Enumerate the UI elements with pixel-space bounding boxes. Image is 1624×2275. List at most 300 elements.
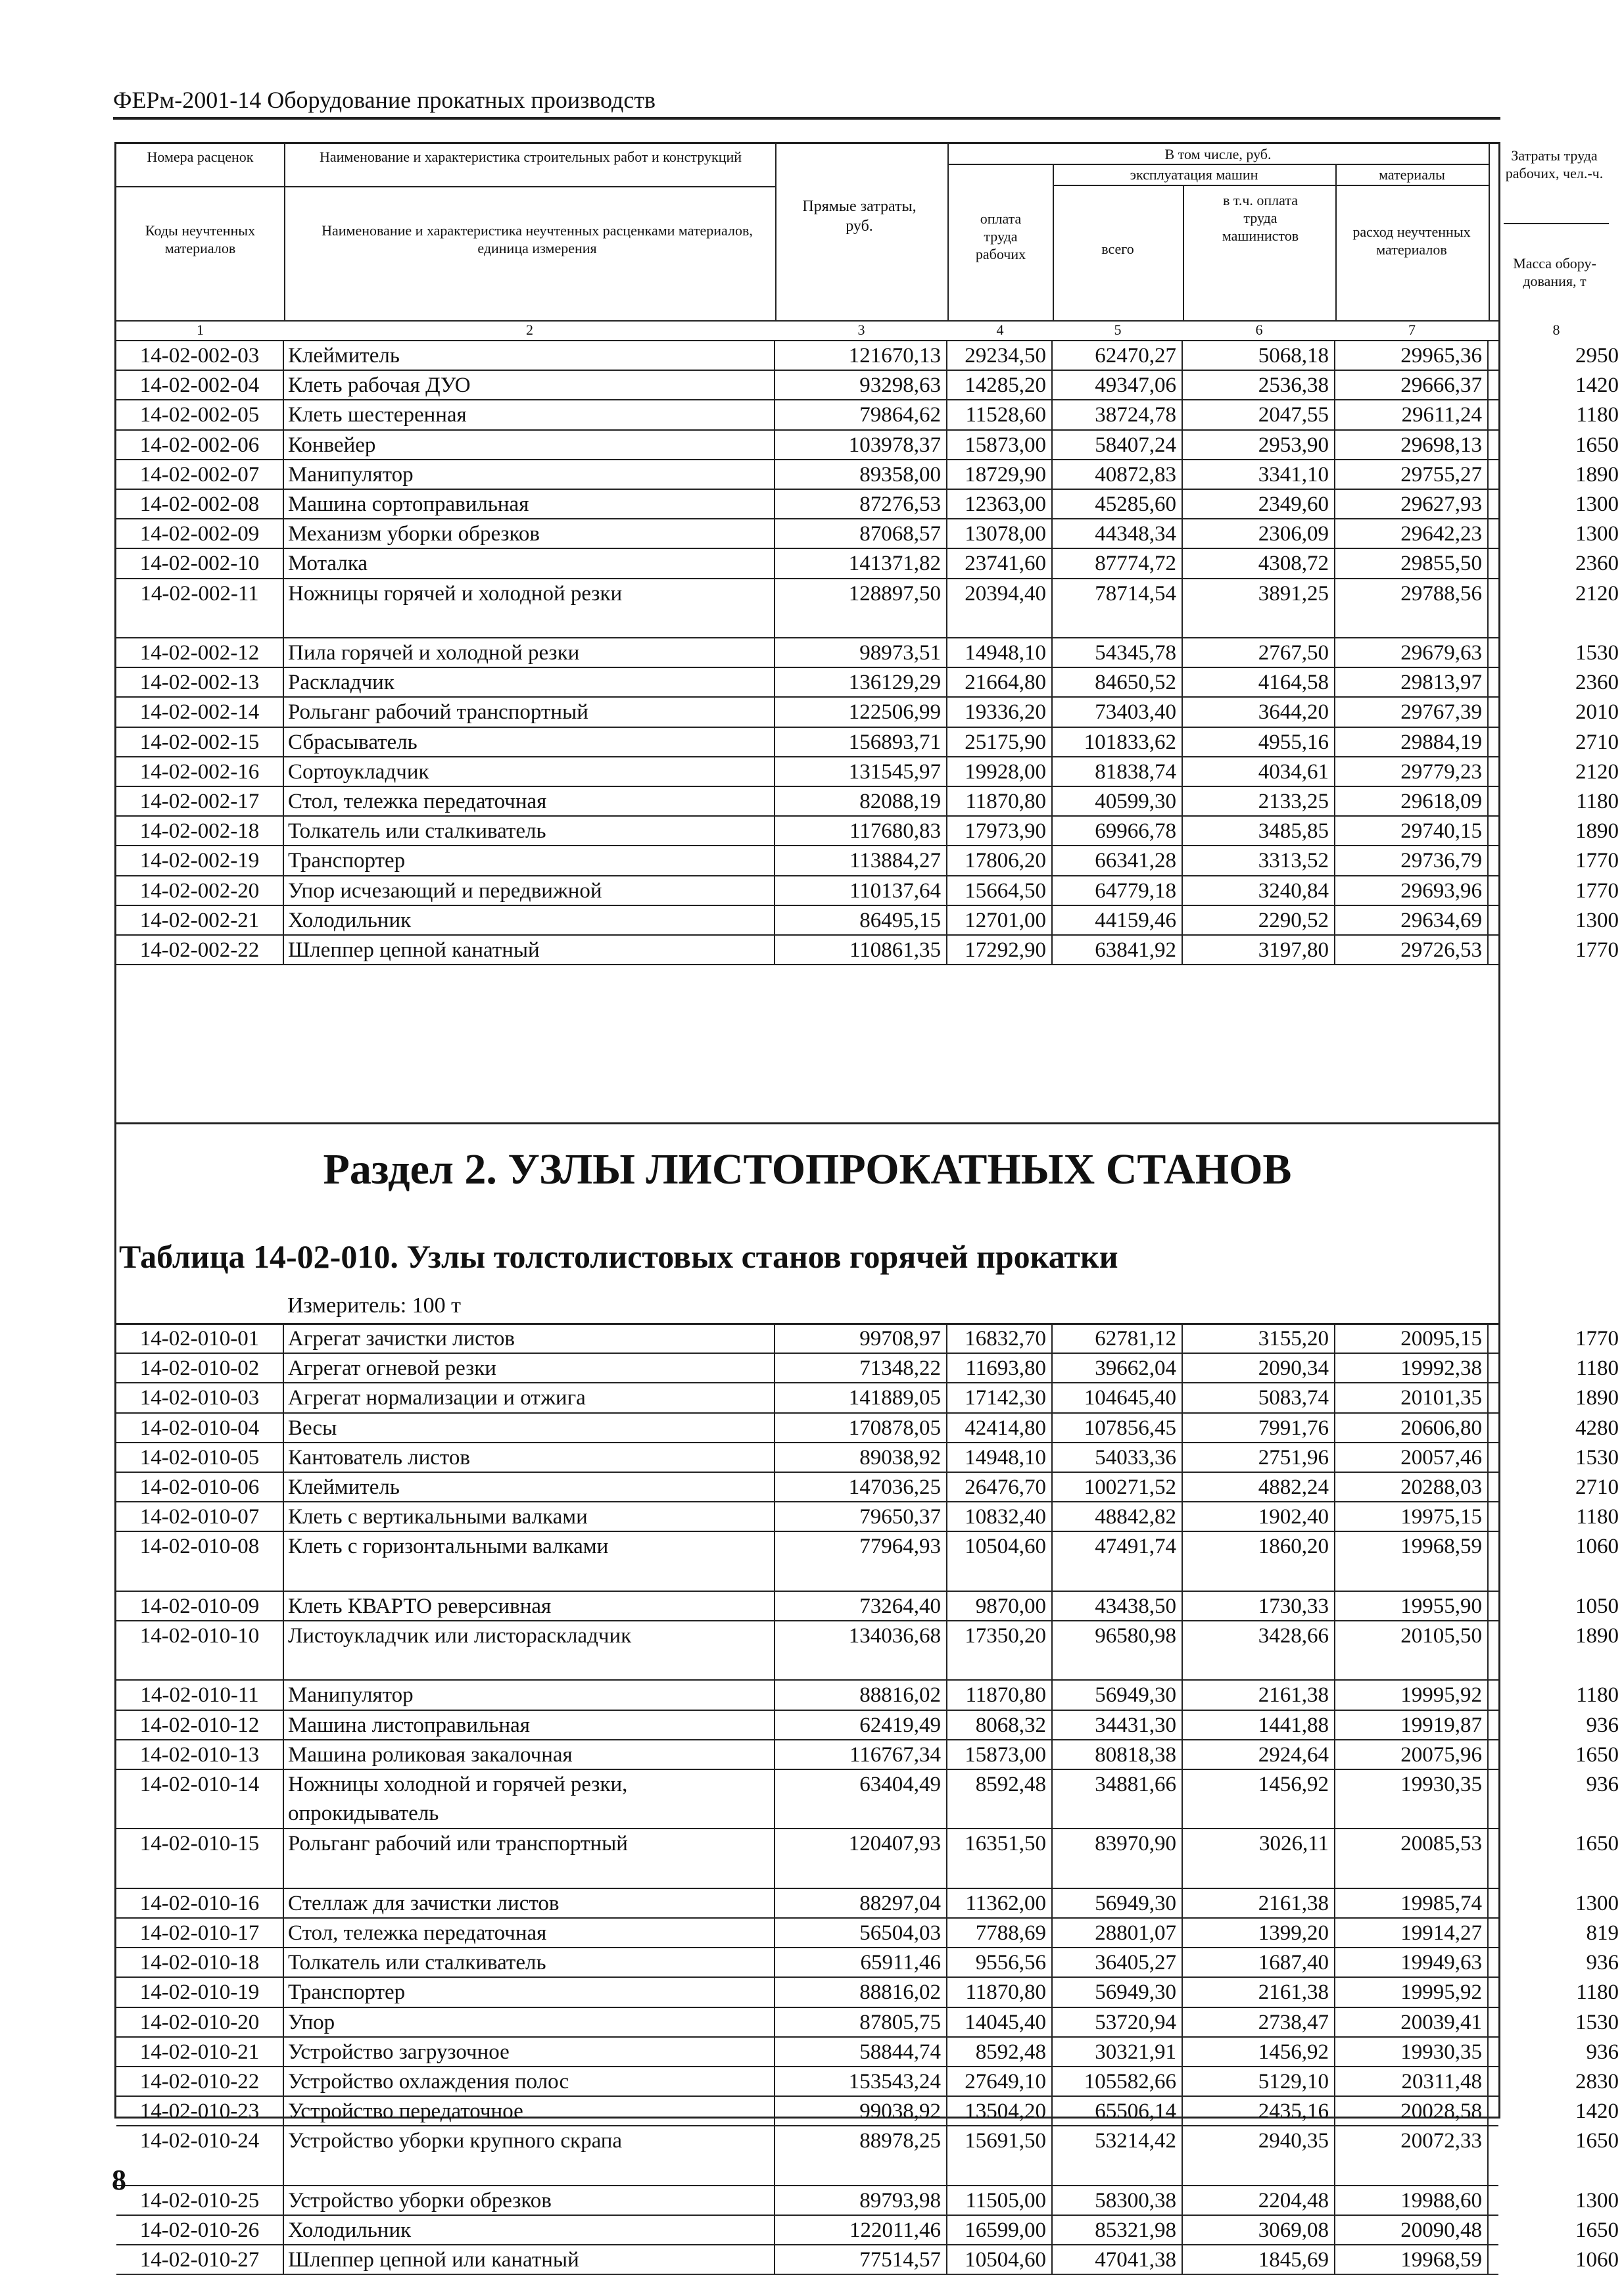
- row-machines-operators: 2435,16: [1183, 2097, 1335, 2125]
- row-name: Клеть рабочая ДУО: [284, 371, 775, 399]
- row-direct-costs: 141371,82: [775, 549, 947, 577]
- row-materials: 29698,13: [1335, 431, 1489, 459]
- row-labor-hours: 1650: [1575, 1742, 1619, 1767]
- row-code: 14-02-002-20: [116, 876, 284, 905]
- row-direct-costs: 131545,97: [775, 757, 947, 786]
- row-name: Манипулятор: [284, 460, 775, 489]
- row-direct-costs: 113884,27: [775, 846, 947, 874]
- row-labor-hours: 1300: [1575, 2188, 1619, 2213]
- row-labor-hours: 1180: [1576, 1980, 1619, 2005]
- table-row: [116, 460, 1619, 490]
- row-name: Агрегат огневой резки: [284, 1354, 775, 1382]
- row-materials: 20311,48: [1335, 2067, 1489, 2095]
- row-machines-total: 49347,06: [1053, 371, 1183, 399]
- table-row: [116, 638, 1619, 668]
- col-num-6: 6: [1255, 322, 1263, 338]
- row-code: 14-02-002-22: [116, 936, 284, 964]
- table-row: [116, 2038, 1619, 2067]
- row-labor-pay: 27649,10: [947, 2067, 1053, 2095]
- row-labor-hours: 1890: [1575, 1386, 1619, 1410]
- row-direct-costs: 65911,46: [775, 1948, 947, 1976]
- table-row: [116, 1919, 1619, 1948]
- row-machines-operators: 2290,52: [1183, 906, 1335, 934]
- row-machines-operators: 2751,96: [1183, 1443, 1335, 1472]
- table-row: [116, 757, 1619, 787]
- row-direct-costs: 147036,25: [775, 1473, 947, 1501]
- row-code: 14-02-002-19: [116, 846, 284, 874]
- col-num-2: 2: [526, 322, 533, 338]
- row-code: 14-02-010-10: [116, 1621, 284, 1679]
- row-code: 14-02-010-24: [116, 2126, 284, 2184]
- row-direct-costs: 136129,29: [775, 668, 947, 696]
- row-materials: 29965,36: [1335, 341, 1489, 370]
- row-name: Клеть КВАРТО реверсивная: [284, 1592, 775, 1620]
- row-machines-total: 40599,30: [1053, 787, 1183, 815]
- row-materials: 29767,39: [1335, 698, 1489, 726]
- row-materials: 29611,24: [1335, 400, 1489, 429]
- row-code: 14-02-010-26: [116, 2216, 284, 2244]
- row-code: 14-02-010-23: [116, 2097, 284, 2125]
- row-code: 14-02-010-25: [116, 2186, 284, 2215]
- table-row: [116, 906, 1619, 936]
- row-code: 14-02-010-27: [116, 2245, 284, 2274]
- row-labor-pay: 17973,90: [947, 817, 1053, 845]
- row-labor-pay: 16599,00: [947, 2216, 1053, 2244]
- table-frame: [114, 142, 1619, 2272]
- row-name: Механизм уборки обрезков: [284, 519, 775, 548]
- table-row: [116, 431, 1619, 460]
- row-machines-operators: 1845,69: [1183, 2245, 1335, 2274]
- table-row: [116, 1948, 1619, 1978]
- row-name: Клеймитель: [284, 341, 775, 370]
- row-machines-total: 44348,34: [1053, 519, 1183, 548]
- row-direct-costs: 58844,74: [775, 2038, 947, 2066]
- row-direct-costs: 88297,04: [775, 1889, 947, 1917]
- row-direct-costs: 93298,63: [775, 371, 947, 399]
- row-materials: 29755,27: [1335, 460, 1489, 489]
- row-labor-hours: 1890: [1575, 1624, 1619, 1648]
- row-direct-costs: 170878,05: [775, 1414, 947, 1442]
- row-machines-total: 53214,42: [1053, 2126, 1183, 2184]
- row-direct-costs: 134036,68: [775, 1621, 947, 1679]
- row-name: Толкатель или сталкиватель: [284, 817, 775, 845]
- row-machines-total: 73403,40: [1053, 698, 1183, 726]
- row-direct-costs: 71348,22: [775, 1354, 947, 1382]
- row-labor-pay: 7788,69: [947, 1919, 1053, 1947]
- table-row: [116, 1354, 1619, 1383]
- row-name: Клеймитель: [284, 1473, 775, 1501]
- row-name: Пила горячей и холодной резки: [284, 638, 775, 667]
- table-row: [116, 1621, 1619, 1681]
- row-name: Весы: [284, 1414, 775, 1442]
- row-materials: 19914,27: [1335, 1919, 1489, 1947]
- row-machines-operators: 3485,85: [1183, 817, 1335, 845]
- row-machines-operators: 3155,20: [1183, 1324, 1335, 1353]
- row-materials: 20075,96: [1335, 1740, 1489, 1769]
- row-direct-costs: 87068,57: [775, 519, 947, 548]
- row-direct-costs: 110861,35: [775, 936, 947, 964]
- row-materials: 19992,38: [1335, 1354, 1489, 1382]
- row-materials: 20028,58: [1335, 2097, 1489, 2125]
- row-direct-costs: 153543,24: [775, 2067, 947, 2095]
- row-labor-pay: 11528,60: [947, 400, 1053, 429]
- row-machines-total: 105582,66: [1053, 2067, 1183, 2095]
- row-materials: 19968,59: [1335, 1532, 1489, 1590]
- col-num-5: 5: [1114, 322, 1122, 338]
- table-row: [116, 549, 1619, 579]
- row-materials: 19919,87: [1335, 1711, 1489, 1739]
- row-name: Кантователь листов: [284, 1443, 775, 1472]
- row-labor-hours: 1530: [1575, 641, 1619, 665]
- table-row: [116, 1889, 1619, 1919]
- row-name: Конвейер: [284, 431, 775, 459]
- row-labor-pay: 25175,90: [947, 728, 1053, 756]
- row-materials: 20288,03: [1335, 1473, 1489, 1501]
- row-direct-costs: 110137,64: [775, 876, 947, 905]
- row-direct-costs: 63404,49: [775, 1770, 947, 1828]
- page-header: [113, 83, 1500, 120]
- row-name: Транспортер: [284, 846, 775, 874]
- row-machines-total: 56949,30: [1053, 1681, 1183, 1709]
- row-machines-operators: 2953,90: [1183, 431, 1335, 459]
- table-row: [116, 1502, 1619, 1532]
- table-row: [116, 341, 1619, 371]
- table-row: [116, 817, 1619, 846]
- row-machines-operators: 3069,08: [1183, 2216, 1335, 2244]
- row-name: Устройство передаточное: [284, 2097, 775, 2125]
- row-labor-pay: 14045,40: [947, 2008, 1053, 2036]
- row-labor-pay: 20394,40: [947, 579, 1053, 637]
- table-row: [116, 371, 1619, 400]
- row-machines-total: 80818,38: [1053, 1740, 1183, 1769]
- table-row: [116, 1383, 1619, 1413]
- row-materials: 20072,33: [1335, 2126, 1489, 2184]
- row-labor-pay: 9870,00: [947, 1592, 1053, 1620]
- row-machines-operators: 2161,38: [1183, 1978, 1335, 2006]
- row-labor-pay: 17350,20: [947, 1621, 1053, 1679]
- row-materials: 19930,35: [1335, 2038, 1489, 2066]
- row-machines-operators: 1399,20: [1183, 1919, 1335, 1947]
- row-code: 14-02-010-17: [116, 1919, 284, 1947]
- row-code: 14-02-002-06: [116, 431, 284, 459]
- row-labor-hours: 1770: [1575, 849, 1619, 873]
- col-codes-top: Номера расценок: [147, 149, 254, 165]
- row-name: Клеть шестеренная: [284, 400, 775, 429]
- row-machines-operators: 3313,52: [1183, 846, 1335, 874]
- row-code: 14-02-002-21: [116, 906, 284, 934]
- row-machines-total: 56949,30: [1053, 1978, 1183, 2006]
- table-row: [116, 1770, 1619, 1829]
- row-machines-operators: 2133,25: [1183, 787, 1335, 815]
- row-name: Стол, тележка передаточная: [284, 787, 775, 815]
- row-machines-operators: 2924,64: [1183, 1740, 1335, 1769]
- row-labor-pay: 11505,00: [947, 2186, 1053, 2215]
- row-code: 14-02-010-13: [116, 1740, 284, 1769]
- table-row: [116, 1443, 1619, 1473]
- row-machines-operators: 1456,92: [1183, 2038, 1335, 2066]
- row-name: Клеть с вертикальными валками: [284, 1502, 775, 1531]
- row-labor-pay: 9556,56: [947, 1948, 1053, 1976]
- row-name: Холодильник: [284, 906, 775, 934]
- col-machines-total: всего: [1101, 241, 1134, 257]
- row-machines-operators: 3240,84: [1183, 876, 1335, 905]
- row-labor-pay: 11870,80: [947, 787, 1053, 815]
- row-materials: 20039,41: [1335, 2008, 1489, 2036]
- row-labor-hours: 1180: [1576, 1683, 1619, 1708]
- row-code: 14-02-002-04: [116, 371, 284, 399]
- row-labor-pay: 16351,50: [947, 1829, 1053, 1887]
- row-machines-total: 66341,28: [1053, 846, 1183, 874]
- row-name: Листоукладчик или листораскладчик: [284, 1621, 775, 1679]
- row-materials: 20057,46: [1335, 1443, 1489, 1472]
- row-name: Устройство охлаждения полос: [284, 2067, 775, 2095]
- row-code: 14-02-002-12: [116, 638, 284, 667]
- row-labor-hours: 936: [1586, 1773, 1619, 1796]
- table-row: [116, 728, 1619, 757]
- row-direct-costs: 89358,00: [775, 460, 947, 489]
- row-name: Транспортер: [284, 1978, 775, 2006]
- row-materials: 20085,53: [1335, 1829, 1489, 1887]
- row-machines-operators: 1730,33: [1183, 1592, 1335, 1620]
- col-machines: эксплуатация машин: [1130, 166, 1258, 183]
- row-direct-costs: 89038,92: [775, 1443, 947, 1472]
- row-labor-hours: 2710: [1575, 730, 1619, 754]
- row-labor-pay: 8068,32: [947, 1711, 1053, 1739]
- row-name: Стол, тележка передаточная: [284, 1919, 775, 1947]
- row-machines-total: 39662,04: [1053, 1354, 1183, 1382]
- row-machines-operators: 4164,58: [1183, 668, 1335, 696]
- row-machines-total: 62470,27: [1053, 341, 1183, 370]
- row-direct-costs: 121670,13: [775, 341, 947, 370]
- row-materials: 19985,74: [1335, 1889, 1489, 1917]
- row-machines-total: 81838,74: [1053, 757, 1183, 786]
- row-machines-operators: 1441,88: [1183, 1711, 1335, 1739]
- row-labor-hours: 1300: [1575, 522, 1619, 546]
- row-name: Манипулятор: [284, 1681, 775, 1709]
- row-code: 14-02-010-15: [116, 1829, 284, 1887]
- row-direct-costs: 122506,99: [775, 698, 947, 726]
- row-labor-pay: 8592,48: [947, 2038, 1053, 2066]
- row-direct-costs: 122011,46: [775, 2216, 947, 2244]
- row-machines-operators: 3341,10: [1183, 460, 1335, 489]
- row-machines-total: 58300,38: [1053, 2186, 1183, 2215]
- row-labor-pay: 13504,20: [947, 2097, 1053, 2125]
- table-row: [116, 2245, 1619, 2275]
- row-materials: 19995,92: [1335, 1978, 1489, 2006]
- row-labor-pay: 17292,90: [947, 936, 1053, 964]
- row-name: Устройство загрузочное: [284, 2038, 775, 2066]
- row-machines-total: 28801,07: [1053, 1919, 1183, 1947]
- row-machines-total: 84650,52: [1053, 668, 1183, 696]
- row-direct-costs: 98973,51: [775, 638, 947, 667]
- table-row: [116, 1414, 1619, 1443]
- row-code: 14-02-002-05: [116, 400, 284, 429]
- row-direct-costs: 77964,93: [775, 1532, 947, 1590]
- row-direct-costs: 141889,05: [775, 1383, 947, 1412]
- row-labor-hours: 2120: [1575, 581, 1619, 606]
- col-labor-top: Затраты труда рабочих, чел.-ч.: [1505, 147, 1604, 181]
- table-row: [116, 2097, 1619, 2126]
- row-labor-hours: 1300: [1575, 492, 1619, 516]
- row-labor-pay: 11362,00: [947, 1889, 1053, 1917]
- row-labor-pay: 14948,10: [947, 638, 1053, 667]
- row-materials: 20606,80: [1335, 1414, 1489, 1442]
- col-name-bottom: Наименование и характеристика неучтенных расценками материалов, единица измерения: [322, 222, 753, 256]
- row-code: 14-02-002-08: [116, 490, 284, 518]
- row-materials: 29726,53: [1335, 936, 1489, 964]
- table-row: [116, 490, 1619, 519]
- row-code: 14-02-010-03: [116, 1383, 284, 1412]
- row-machines-operators: 1902,40: [1183, 1502, 1335, 1531]
- row-labor-hours: 1770: [1575, 938, 1619, 962]
- row-labor-hours: 1650: [1575, 2218, 1619, 2242]
- row-machines-total: 104645,40: [1053, 1383, 1183, 1412]
- row-name: Упор исчезающий и передвижной: [284, 876, 775, 905]
- row-direct-costs: 56504,03: [775, 1919, 947, 1947]
- table-row: [116, 1978, 1619, 2007]
- table-title: Таблица 14-02-010. Узлы толстолистовых станов горячей прокатки: [119, 1238, 1118, 1275]
- row-name: Устройство уборки обрезков: [284, 2186, 775, 2215]
- row-labor-pay: 15873,00: [947, 431, 1053, 459]
- table-row: [116, 579, 1619, 638]
- col-num-7: 7: [1408, 322, 1416, 338]
- row-code: 14-02-002-11: [116, 579, 284, 637]
- row-name: Сбрасыватель: [284, 728, 775, 756]
- row-direct-costs: 73264,40: [775, 1592, 947, 1620]
- table-row: [116, 1592, 1619, 1621]
- row-machines-operators: 2306,09: [1183, 519, 1335, 548]
- row-code: 14-02-010-19: [116, 1978, 284, 2006]
- row-labor-pay: 42414,80: [947, 1414, 1053, 1442]
- row-materials: 29627,93: [1335, 490, 1489, 518]
- row-direct-costs: 116767,34: [775, 1740, 947, 1769]
- row-labor-hours: 1300: [1575, 1891, 1619, 1915]
- row-machines-operators: 2940,35: [1183, 2126, 1335, 2184]
- row-labor-hours: 1650: [1575, 433, 1619, 457]
- row-machines-total: 78714,54: [1053, 579, 1183, 637]
- row-machines-operators: 3644,20: [1183, 698, 1335, 726]
- col-num-4: 4: [996, 322, 1004, 338]
- row-labor-hours: 4280: [1575, 1416, 1619, 1440]
- row-machines-operators: 4308,72: [1183, 549, 1335, 577]
- row-machines-operators: 1456,92: [1183, 1770, 1335, 1828]
- row-machines-total: 54345,78: [1053, 638, 1183, 667]
- row-labor-pay: 21664,80: [947, 668, 1053, 696]
- row-materials: 19949,63: [1335, 1948, 1489, 1976]
- row-machines-total: 47041,38: [1053, 2245, 1183, 2274]
- row-code: 14-02-010-07: [116, 1502, 284, 1531]
- col-labor-bottom: Масса обору- дования, т: [1513, 255, 1596, 289]
- row-direct-costs: 103978,37: [775, 431, 947, 459]
- row-name: Шлеппер цепной или канатный: [284, 2245, 775, 2274]
- row-direct-costs: 88816,02: [775, 1978, 947, 2006]
- row-machines-operators: 2536,38: [1183, 371, 1335, 399]
- row-name: Агрегат зачистки листов: [284, 1324, 775, 1353]
- row-labor-pay: 14948,10: [947, 1443, 1053, 1472]
- col-num-8: 8: [1552, 322, 1560, 338]
- row-code: 14-02-002-16: [116, 757, 284, 786]
- row-labor-pay: 19336,20: [947, 698, 1053, 726]
- row-code: 14-02-010-04: [116, 1414, 284, 1442]
- row-code: 14-02-002-15: [116, 728, 284, 756]
- row-name: Устройство уборки крупного скрапа: [284, 2126, 775, 2184]
- row-machines-total: 44159,46: [1053, 906, 1183, 934]
- row-machines-operators: 4034,61: [1183, 757, 1335, 786]
- row-machines-total: 54033,36: [1053, 1443, 1183, 1472]
- row-labor-hours: 1530: [1575, 2010, 1619, 2034]
- row-labor-hours: 2830: [1575, 2070, 1619, 2094]
- row-materials: 29779,23: [1335, 757, 1489, 786]
- row-labor-pay: 15873,00: [947, 1740, 1053, 1769]
- col-materials: материалы: [1379, 166, 1445, 183]
- table-row: [116, 1473, 1619, 1502]
- row-labor-hours: 1060: [1575, 1535, 1619, 1559]
- row-labor-pay: 10504,60: [947, 1532, 1053, 1590]
- row-labor-pay: 8592,48: [947, 1770, 1053, 1828]
- row-code: 14-02-010-14: [116, 1770, 284, 1828]
- row-machines-total: 40872,83: [1053, 460, 1183, 489]
- row-machines-operators: 5129,10: [1183, 2067, 1335, 2095]
- row-labor-pay: 11870,80: [947, 1978, 1053, 2006]
- row-code: 14-02-010-08: [116, 1532, 284, 1590]
- row-direct-costs: 117680,83: [775, 817, 947, 845]
- row-labor-pay: 11870,80: [947, 1681, 1053, 1709]
- table-row: [116, 1740, 1619, 1770]
- row-code: 14-02-010-06: [116, 1473, 284, 1501]
- row-machines-operators: 3428,66: [1183, 1621, 1335, 1679]
- row-materials: 19968,59: [1335, 2245, 1489, 2274]
- row-machines-total: 83970,90: [1053, 1829, 1183, 1887]
- row-labor-hours: 2950: [1575, 344, 1619, 368]
- row-materials: 19988,60: [1335, 2186, 1489, 2215]
- col-direct: Прямые затраты, руб.: [802, 198, 917, 235]
- row-machines-total: 65506,14: [1053, 2097, 1183, 2125]
- row-machines-total: 45285,60: [1053, 490, 1183, 518]
- row-labor-hours: 1180: [1576, 403, 1619, 427]
- row-labor-pay: 26476,70: [947, 1473, 1053, 1501]
- row-code: 14-02-002-17: [116, 787, 284, 815]
- row-name: Рольганг рабочий транспортный: [284, 698, 775, 726]
- row-machines-total: 96580,98: [1053, 1621, 1183, 1679]
- row-name: Машина листоправильная: [284, 1711, 775, 1739]
- row-labor-pay: 12363,00: [947, 490, 1053, 518]
- col-incl: В том числе, руб.: [1164, 146, 1272, 162]
- row-labor-pay: 19928,00: [947, 757, 1053, 786]
- section-title: Раздел 2. УЗЛЫ ЛИСТОПРОКАТНЫХ СТАНОВ: [323, 1145, 1292, 1193]
- row-machines-total: 47491,74: [1053, 1532, 1183, 1590]
- row-labor-hours: 1420: [1575, 373, 1619, 398]
- row-materials: 29788,56: [1335, 579, 1489, 637]
- row-code: 14-02-010-21: [116, 2038, 284, 2066]
- table-row: [116, 1829, 1619, 1888]
- row-direct-costs: 89793,98: [775, 2186, 947, 2215]
- table-row: [116, 1711, 1619, 1740]
- table-row: [116, 2067, 1619, 2097]
- row-labor-pay: 16832,70: [947, 1324, 1053, 1353]
- row-labor-hours: 1650: [1575, 2129, 1619, 2153]
- row-code: 14-02-002-09: [116, 519, 284, 548]
- row-code: 14-02-010-18: [116, 1948, 284, 1976]
- row-labor-hours: 936: [1586, 1713, 1619, 1737]
- row-labor-hours: 1530: [1575, 1445, 1619, 1470]
- row-materials: 19975,15: [1335, 1502, 1489, 1531]
- row-name: Ножницы холодной и горячей резки, опрокидыватель: [284, 1770, 775, 1828]
- row-direct-costs: 62419,49: [775, 1711, 947, 1739]
- row-direct-costs: 87805,75: [775, 2008, 947, 2036]
- row-direct-costs: 86495,15: [775, 906, 947, 934]
- row-direct-costs: 99038,92: [775, 2097, 947, 2125]
- row-labor-hours: 1890: [1575, 819, 1619, 844]
